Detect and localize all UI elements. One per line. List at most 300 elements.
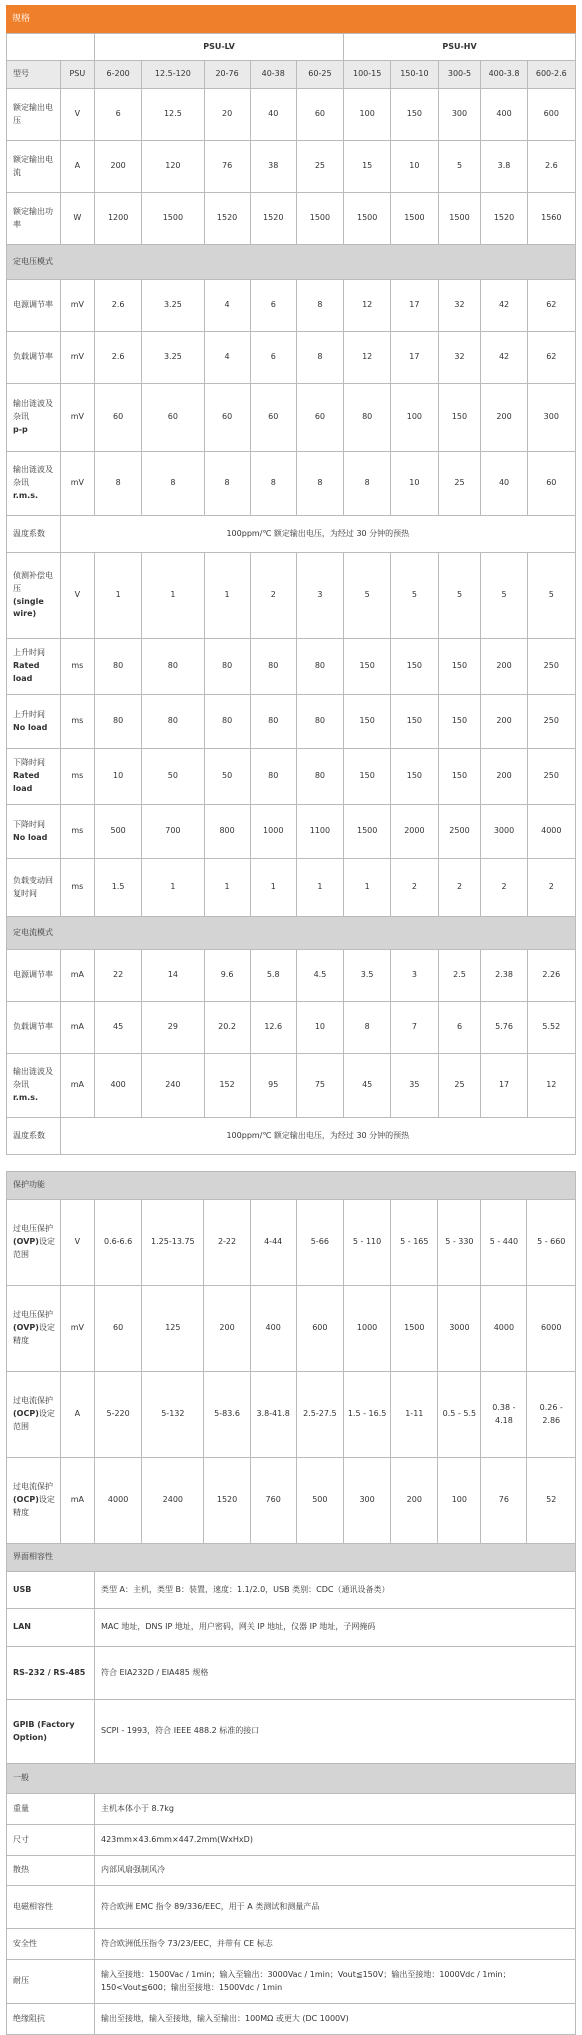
unit-cell: A (60, 141, 94, 193)
model-label: 型号 (7, 61, 61, 89)
value-cell: 80 (296, 749, 343, 805)
value-cell: 5 - 660 (527, 1200, 576, 1286)
value-cell: 8 (296, 332, 343, 384)
value-cell: 0.5 - 5.5 (438, 1372, 481, 1458)
value-cell: 250 (527, 639, 575, 695)
value-cell: 8 (250, 452, 296, 516)
row-label-text: 下降时间 (13, 819, 45, 829)
value-cell: 20 (204, 89, 250, 141)
value-cell: 14 (142, 950, 204, 1002)
value-cell: 5 (391, 553, 438, 639)
table-row (7, 1572, 576, 1609)
value-cell: 2.5 (438, 950, 481, 1002)
value-cell: 25 (296, 141, 343, 193)
value-cell: 2.6 (527, 141, 575, 193)
value-cell: 250 (527, 749, 575, 805)
row-label-text: 负载变动回复时间 (13, 875, 53, 898)
value-cell: 2 (527, 859, 575, 917)
row-label (7, 805, 61, 859)
value-cell: 62 (527, 332, 575, 384)
model-name: 12.5-120 (142, 61, 204, 89)
row-label-text: 下降时间 (13, 758, 45, 768)
value-cell: 80 (95, 695, 142, 749)
row-label: 耐压 (7, 1960, 95, 2004)
value-cell: 1.25-13.75 (142, 1200, 204, 1286)
value-cell: 45 (95, 1002, 142, 1054)
row-label: 温度系数 (7, 516, 61, 553)
value-cell: 6 (95, 89, 142, 141)
row-label-bold: Rated load (13, 661, 40, 683)
value-cell: 1-11 (391, 1372, 438, 1458)
spec-title: 规格 (12, 14, 31, 24)
row-label: RS-232 / RS-485 (7, 1647, 95, 1700)
row-label-text: 上升时间 (13, 709, 45, 719)
value-cell: 76 (204, 141, 250, 193)
value-cell: 200 (481, 749, 527, 805)
value-cell: 400 (250, 1286, 296, 1372)
value-cell: 1520 (204, 1458, 250, 1544)
value-cell: 52 (527, 1458, 576, 1544)
unit-cell: mA (60, 1054, 94, 1118)
section-title: 一般 (7, 1764, 576, 1794)
section-title: 保护功能 (7, 1172, 576, 1200)
value-cell: 1500 (296, 193, 343, 245)
value-cell: 80 (250, 695, 296, 749)
value-cell: 1 (204, 553, 250, 639)
value-cell: 80 (142, 639, 204, 695)
group-hv: PSU-HV (344, 34, 576, 61)
value-cell: 150 (344, 639, 391, 695)
value-cell: 25 (438, 452, 481, 516)
table-row (7, 805, 576, 859)
value-cell: 8 (344, 1002, 391, 1054)
value-cell: 400 (481, 89, 527, 141)
value-cell: 1 (204, 859, 250, 917)
value-cell: 2 (391, 859, 438, 917)
value-cell: 76 (481, 1458, 527, 1544)
value-cell: 250 (527, 695, 575, 749)
table-row (7, 1002, 576, 1054)
value-cell: 5-66 (296, 1200, 343, 1286)
value-cell: 300 (343, 1458, 390, 1544)
value-cell: 50 (142, 749, 204, 805)
value-cell: 3.8 (481, 141, 527, 193)
value-cell: 2.6 (95, 280, 142, 332)
value-cell: 3 (391, 950, 438, 1002)
value-cell: 62 (527, 280, 575, 332)
row-label-text: 过电流保护 (13, 1396, 53, 1406)
table-row (7, 141, 576, 193)
value-cell: 12.5 (142, 89, 204, 141)
value-cell: 8 (296, 280, 343, 332)
value-cell: 4000 (481, 1286, 527, 1372)
value-cell: 100 (391, 384, 438, 452)
value-cell: 80 (142, 695, 204, 749)
row-label (7, 1458, 61, 1544)
value-cell: 5.52 (527, 1002, 575, 1054)
model-name: 6-200 (95, 61, 142, 89)
row-label (7, 1200, 61, 1286)
value-cell: 60 (204, 384, 250, 452)
section-header (7, 245, 576, 280)
value-cell: 1200 (95, 193, 142, 245)
spec-table-2 (6, 1171, 576, 2035)
unit-cell: ms (60, 749, 94, 805)
row-label-text: 电源调节率 (13, 300, 53, 310)
value-cell: 150 (438, 749, 481, 805)
table-row (7, 639, 576, 695)
value-cell: 100 (438, 1458, 481, 1544)
value-cell: 150 (344, 695, 391, 749)
value-cell: 80 (250, 749, 296, 805)
table-row (7, 452, 576, 516)
value-cell: 12 (344, 280, 391, 332)
value-cell: 60 (527, 452, 575, 516)
row-label-bold: No load (13, 832, 48, 842)
row-value: 符合 EIA232D / EIA485 规格 (95, 1647, 576, 1700)
value-cell: 1000 (250, 805, 296, 859)
value-cell: 32 (438, 280, 481, 332)
row-value: 主机本体小于 8.7kg (95, 1794, 576, 1825)
table-row (7, 1458, 576, 1544)
value-cell: 22 (95, 950, 142, 1002)
value-cell: 5.76 (481, 1002, 527, 1054)
row-label (7, 1372, 61, 1458)
value-cell: 10 (391, 452, 438, 516)
unit-cell: mV (60, 1286, 94, 1372)
value-cell: 5 - 440 (481, 1200, 527, 1286)
value-cell: 8 (204, 452, 250, 516)
row-label-suffix: 设定精度 (13, 1495, 55, 1517)
row-label (7, 384, 61, 452)
value-cell: 600 (296, 1286, 343, 1372)
unit-cell: ms (60, 639, 94, 695)
note-cell: 100ppm/℃ 额定输出电压，为经过 30 分钟的预热 (60, 1118, 575, 1155)
value-cell: 4000 (527, 805, 575, 859)
value-cell: 1520 (481, 193, 527, 245)
value-cell: 75 (296, 1054, 343, 1118)
value-cell: 3000 (481, 805, 527, 859)
unit-cell: mA (60, 1002, 94, 1054)
model-name: 100-15 (344, 61, 391, 89)
row-label (7, 695, 61, 749)
value-cell: 100 (344, 89, 391, 141)
value-cell: 1100 (296, 805, 343, 859)
value-cell: 1500 (344, 805, 391, 859)
value-cell: 150 (391, 695, 438, 749)
row-value: 符合欧洲 EMC 指令 89/336/EEC，用于 A 类测试和测量产品 (95, 1886, 576, 1929)
row-label (7, 1002, 61, 1054)
value-cell: 12 (344, 332, 391, 384)
section-title: 定电流模式 (7, 917, 576, 950)
section-header (7, 1764, 576, 1794)
value-cell: 60 (95, 1286, 142, 1372)
value-cell: 17 (481, 1054, 527, 1118)
value-cell: 3.25 (142, 280, 204, 332)
value-cell: 1 (142, 859, 204, 917)
row-label-text: 负载调节率 (13, 1022, 53, 1032)
row-label (7, 193, 61, 245)
row-label-bold: (single wire) (13, 596, 44, 619)
unit-cell: W (60, 193, 94, 245)
value-cell: 4000 (95, 1458, 142, 1544)
row-label: GPIB (Factory Option) (7, 1700, 95, 1764)
value-cell: 2-22 (204, 1200, 250, 1286)
value-cell: 40 (250, 89, 296, 141)
row-value: 类型 A：主机，类型 B：装置，速度：1.1/2.0，USB 类别：CDC（通讯设备类） (95, 1572, 576, 1609)
value-cell: 150 (438, 639, 481, 695)
unit-cell: V (60, 89, 94, 141)
value-cell: 0.38 - 4.18 (481, 1372, 527, 1458)
table-row (7, 280, 576, 332)
row-label-text: 上升时间 (13, 648, 45, 658)
value-cell: 40 (481, 452, 527, 516)
value-cell: 3 (296, 553, 343, 639)
value-cell: 10 (391, 141, 438, 193)
value-cell: 500 (296, 1458, 343, 1544)
value-cell: 60 (142, 384, 204, 452)
value-cell: 760 (250, 1458, 296, 1544)
row-value: 输入至接地：1500Vac / 1min；输入至输出：3000Vac / 1min；Vout≦150V；输出至接地：1000Vdc / 1min；150<Vout≦600；输出至接地：1500Vdc / 1min (95, 1960, 576, 2004)
row-value: 符合欧洲低压指令 73/23/EEC，并带有 CE 标志 (95, 1929, 576, 1960)
value-cell: 700 (142, 805, 204, 859)
row-label-text: 过电流保护 (13, 1482, 53, 1492)
model-name: 400-3.8 (481, 61, 527, 89)
table-row (7, 1825, 576, 1856)
value-cell: 2400 (142, 1458, 204, 1544)
value-cell: 1 (296, 859, 343, 917)
value-cell: 15 (344, 141, 391, 193)
row-label-bold: r.m.s. (13, 490, 39, 500)
row-label-text: 电源调节率 (13, 970, 53, 980)
row-label: 重量 (7, 1794, 95, 1825)
row-label: 尺寸 (7, 1825, 95, 1856)
value-cell: 1.5 - 16.5 (343, 1372, 390, 1458)
row-label-text: 负载调节率 (13, 352, 53, 362)
value-cell: 10 (296, 1002, 343, 1054)
value-cell: 25 (438, 1054, 481, 1118)
row-label-bold: (OCP) (13, 1409, 39, 1419)
value-cell: 8 (344, 452, 391, 516)
value-cell: 1 (95, 553, 142, 639)
value-cell: 200 (95, 141, 142, 193)
blank-cell (7, 34, 95, 61)
section-header (7, 917, 576, 950)
value-cell: 0.6-6.6 (95, 1200, 142, 1286)
value-cell: 1000 (343, 1286, 390, 1372)
row-label-text: 过电压保护 (13, 1224, 53, 1234)
value-cell: 8 (95, 452, 142, 516)
row-label-bold: (OCP) (13, 1495, 39, 1505)
value-cell: 80 (344, 384, 391, 452)
value-cell: 150 (391, 89, 438, 141)
value-cell: 12.6 (250, 1002, 296, 1054)
unit-cell: V (60, 553, 94, 639)
value-cell: 5 - 330 (438, 1200, 481, 1286)
unit-cell: mV (60, 452, 94, 516)
table-row (7, 193, 576, 245)
table-row (7, 1647, 576, 1700)
row-label-text: 输出涟波及杂讯 (13, 399, 53, 422)
row-label: USB (7, 1572, 95, 1609)
value-cell: 1500 (142, 193, 204, 245)
value-cell: 42 (481, 280, 527, 332)
value-cell: 150 (438, 695, 481, 749)
unit-cell: ms (60, 859, 94, 917)
unit-cell: mA (60, 1458, 94, 1544)
table-row (7, 332, 576, 384)
value-cell: 0.26 - 2.86 (527, 1372, 576, 1458)
row-label-text: 输出涟波及杂讯 (13, 465, 53, 488)
value-cell: 1560 (527, 193, 575, 245)
row-label (7, 749, 61, 805)
value-cell: 2.26 (527, 950, 575, 1002)
row-label (7, 1054, 61, 1118)
value-cell: 17 (391, 332, 438, 384)
table-row (7, 1856, 576, 1886)
unit-cell: mV (60, 384, 94, 452)
value-cell: 6 (250, 332, 296, 384)
row-value: 423mm×43.6mm×447.2mm(WxHxD) (95, 1825, 576, 1856)
value-cell: 300 (438, 89, 481, 141)
value-cell: 600 (527, 89, 575, 141)
unit-cell: mA (60, 950, 94, 1002)
value-cell: 1.5 (95, 859, 142, 917)
value-cell: 60 (296, 89, 343, 141)
table-row (7, 1886, 576, 1929)
value-cell: 80 (204, 639, 250, 695)
row-label (7, 452, 61, 516)
section-header (7, 1172, 576, 1200)
unit-cell: A (60, 1372, 94, 1458)
table-row (7, 950, 576, 1002)
value-cell: 60 (95, 384, 142, 452)
model-name: 300-5 (438, 61, 481, 89)
model-name: 600-2.6 (527, 61, 575, 89)
row-label: 电磁相容性 (7, 1886, 95, 1929)
model-unit: PSU (60, 61, 94, 89)
value-cell: 200 (391, 1458, 438, 1544)
table-row (7, 1118, 576, 1155)
value-cell: 9.6 (204, 950, 250, 1002)
table-row (7, 1700, 576, 1764)
row-label: 绝缘阻抗 (7, 2004, 95, 2035)
value-cell: 8 (296, 452, 343, 516)
table-row (7, 1200, 576, 1286)
unit-cell: mV (60, 280, 94, 332)
row-value: SCPI - 1993，符合 IEEE 488.2 标准的接口 (95, 1700, 576, 1764)
row-label-bold: (OVP) (13, 1237, 39, 1247)
value-cell: 4 (204, 332, 250, 384)
value-cell: 500 (95, 805, 142, 859)
section-title: 界面相容性 (7, 1544, 576, 1572)
value-cell: 95 (250, 1054, 296, 1118)
unit-cell: mV (60, 332, 94, 384)
value-cell: 2 (438, 859, 481, 917)
value-cell: 45 (344, 1054, 391, 1118)
table-row (7, 749, 576, 805)
row-label-text: 过电压保护 (13, 1310, 53, 1320)
value-cell: 2.6 (95, 332, 142, 384)
value-cell: 42 (481, 332, 527, 384)
table-row (7, 695, 576, 749)
model-row (7, 61, 576, 89)
value-cell: 80 (250, 639, 296, 695)
value-cell: 5 (481, 553, 527, 639)
section-header (7, 1544, 576, 1572)
value-cell: 6000 (527, 1286, 576, 1372)
row-label (7, 639, 61, 695)
value-cell: 1 (142, 553, 204, 639)
row-value: 内部风扇强制风冷 (95, 1856, 576, 1886)
row-label-bold: r.m.s. (13, 1092, 39, 1102)
row-label-suffix: 设定范围 (13, 1409, 55, 1431)
value-cell: 7 (391, 1002, 438, 1054)
row-label-bold: Rated load (13, 771, 40, 793)
table-row (7, 553, 576, 639)
value-cell: 80 (204, 695, 250, 749)
value-cell: 20.2 (204, 1002, 250, 1054)
row-label (7, 859, 61, 917)
value-cell: 50 (204, 749, 250, 805)
value-cell: 3.25 (142, 332, 204, 384)
value-cell: 2 (481, 859, 527, 917)
model-name: 150-10 (391, 61, 438, 89)
row-value: MAC 地址，DNS IP 地址，用户密码，网关 IP 地址，仪器 IP 地址，子网掩码 (95, 1609, 576, 1647)
value-cell: 35 (391, 1054, 438, 1118)
value-cell: 38 (250, 141, 296, 193)
row-label (7, 141, 61, 193)
value-cell: 1520 (204, 193, 250, 245)
value-cell: 3.5 (344, 950, 391, 1002)
value-cell: 1500 (344, 193, 391, 245)
spec-table (6, 33, 576, 1155)
table-row (7, 1609, 576, 1647)
table-row (7, 1960, 576, 2004)
value-cell: 17 (391, 280, 438, 332)
value-cell: 152 (204, 1054, 250, 1118)
row-label (7, 89, 61, 141)
model-name: 20-76 (204, 61, 250, 89)
unit-cell: ms (60, 695, 94, 749)
table-row (7, 1054, 576, 1118)
group-header-row (7, 34, 576, 61)
value-cell: 6 (250, 280, 296, 332)
value-cell: 6 (438, 1002, 481, 1054)
row-label: LAN (7, 1609, 95, 1647)
value-cell: 5 - 110 (343, 1200, 390, 1286)
value-cell: 60 (296, 384, 343, 452)
row-label-text: 额定输出电压 (13, 102, 53, 125)
value-cell: 1520 (250, 193, 296, 245)
value-cell: 12 (527, 1054, 575, 1118)
value-cell: 150 (438, 384, 481, 452)
value-cell: 5.8 (250, 950, 296, 1002)
value-cell: 200 (481, 695, 527, 749)
value-cell: 5 (438, 553, 481, 639)
value-cell: 4.5 (296, 950, 343, 1002)
value-cell: 80 (95, 639, 142, 695)
row-label (7, 950, 61, 1002)
value-cell: 4 (204, 280, 250, 332)
value-cell: 32 (438, 332, 481, 384)
row-label-text: 额定输出电流 (13, 154, 53, 177)
value-cell: 200 (481, 384, 527, 452)
row-label-suffix: 设定精度 (13, 1323, 55, 1345)
value-cell: 4-44 (250, 1200, 296, 1286)
section-title: 定电压模式 (7, 245, 576, 280)
group-lv: PSU-LV (95, 34, 344, 61)
